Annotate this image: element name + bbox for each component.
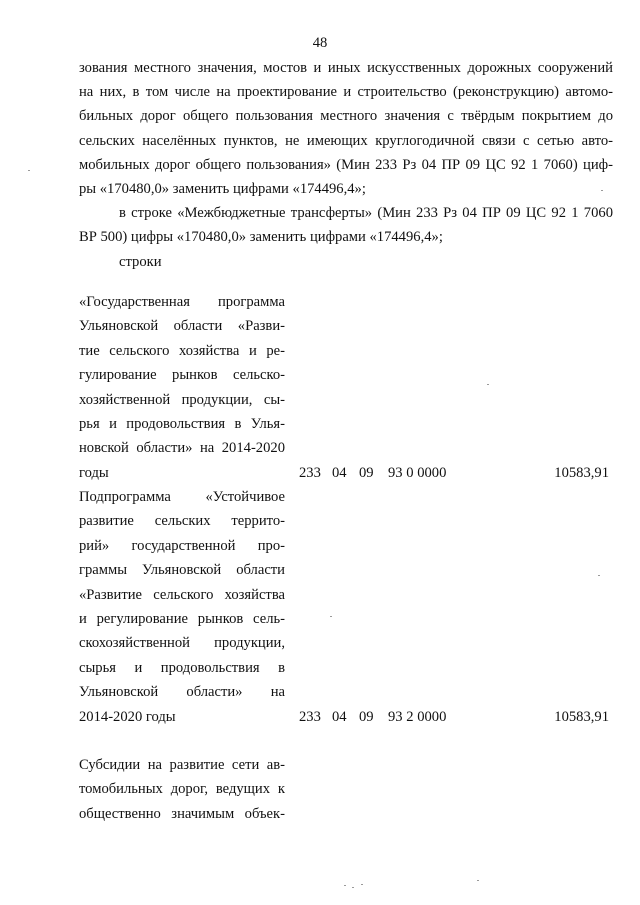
name-line: хозяйственной продукции, сы-: [79, 391, 285, 408]
amount: 10583,91: [554, 709, 609, 725]
scan-speck: [28, 170, 30, 171]
intro-line: бильных дорог общего пользования местного значения с твёрдым покрытием до: [79, 108, 613, 125]
name-line: гулирование рынков сельско-: [79, 367, 285, 384]
name-line: и регулирование рынков сель-: [79, 611, 285, 628]
scan-speck: [344, 885, 346, 886]
intro-line: мобильных дорог общего пользования» (Мин 233 Рз 04 ПР 09 ЦС 92 1 7060) циф-: [79, 156, 613, 173]
code-pr: 09: [359, 465, 374, 481]
name-line: рья и продовольствия в Улья-: [79, 416, 285, 433]
name-line: годы: [79, 464, 109, 481]
name-line: Ульяновской области» на: [79, 684, 285, 701]
scan-speck: [361, 884, 363, 885]
amount: 10583,91: [554, 465, 609, 481]
code-pr: 09: [359, 709, 374, 725]
code-min: 233: [299, 709, 321, 725]
name-line: «Государственная программа: [79, 294, 285, 310]
intro-line: на них, в том числе на проектирование и строительство (реконструкцию) автомо-: [79, 84, 613, 101]
scan-speck: [598, 575, 600, 576]
name-line: томобильных дорог, ведущих к: [79, 781, 285, 798]
name-line: «Развитие сельского хозяйства: [79, 586, 285, 603]
code-cs: 93 0 0000: [388, 465, 447, 481]
name-line: скохозяйственной продукции,: [79, 635, 285, 652]
table-row-name: [79, 753, 285, 826]
name-line: 2014-2020 годы: [79, 708, 176, 725]
intro-line: зования местного значения, мостов и иных искусственных дорожных сооружений: [79, 60, 613, 76]
name-line: сырья и продовольствия в: [79, 659, 285, 676]
name-line: Ульяновской области «Разви-: [79, 318, 285, 335]
name-line: новской области» на 2014-2020: [79, 440, 285, 457]
page-number: 48: [312, 35, 328, 51]
intro-text: [79, 56, 613, 274]
intro-line: ВР 500) цифры «170480,0» заменить цифрами «174496,4»;: [79, 229, 443, 246]
scan-speck: [487, 384, 489, 385]
scan-speck: [477, 880, 479, 881]
intro-line: сельских населённых пунктов, не имеющих круглогодичной связи с сетью авто-: [79, 132, 613, 149]
name-line: Субсидии на развитие сети ав-: [79, 757, 285, 773]
scan-speck: [352, 887, 354, 888]
code-cs: 93 2 0000: [388, 709, 447, 725]
name-line: граммы Ульяновской области: [79, 562, 285, 579]
scan-speck: [330, 616, 332, 617]
code-rz: 04: [332, 465, 347, 481]
name-line: общественно значимым объек-: [79, 805, 285, 822]
table-row-name: [79, 485, 285, 729]
name-line: тие сельского хозяйства и ре-: [79, 342, 285, 359]
code-min: 233: [299, 465, 321, 481]
name-line: рий» государственной про-: [79, 537, 285, 554]
name-line: Подпрограмма «Устойчивое: [79, 489, 285, 505]
code-rz: 04: [332, 709, 347, 725]
intro-line: ры «170480,0» заменить цифрами «174496,4»;: [79, 181, 366, 198]
table-row-name: [79, 290, 285, 485]
scan-speck: [601, 190, 603, 191]
intro-line: в строке «Межбюджетные трансферты» (Мин 233 Рз 04 ПР 09 ЦС 92 1 7060: [119, 205, 613, 222]
name-line: развитие сельских террито-: [79, 513, 285, 530]
intro-line: строки: [119, 253, 162, 270]
